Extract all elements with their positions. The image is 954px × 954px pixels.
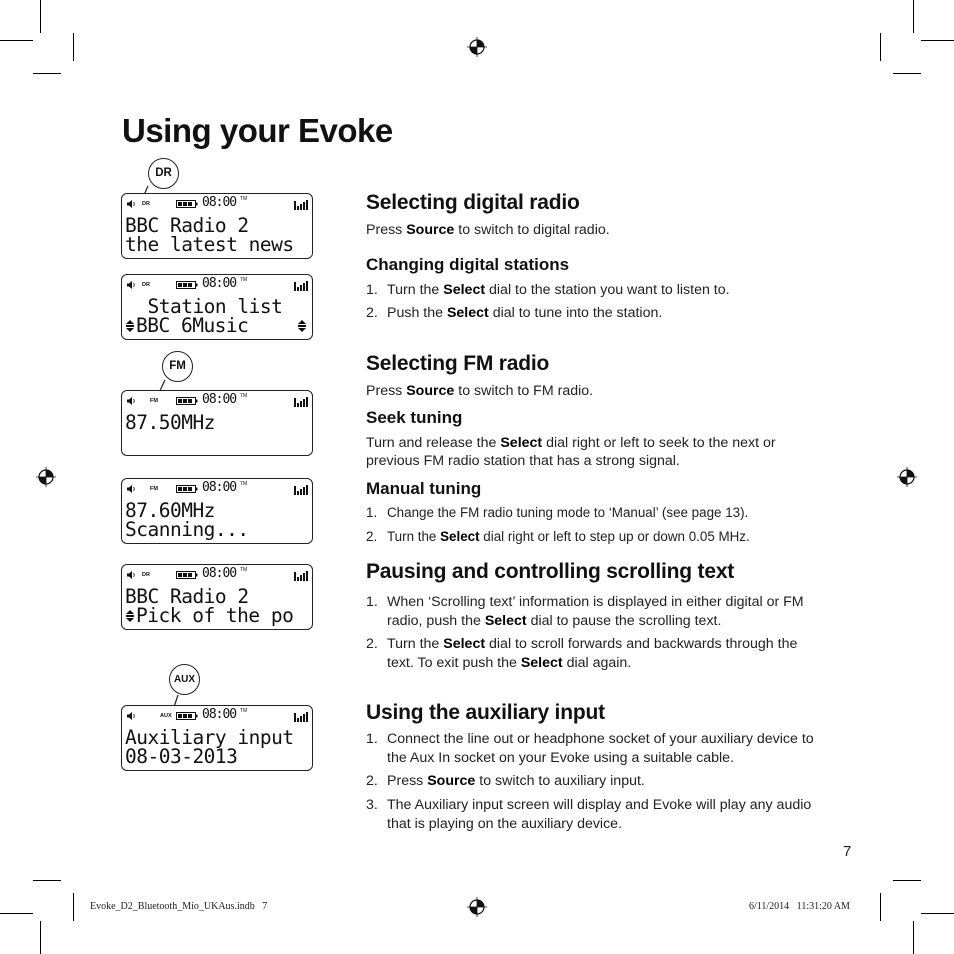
page-number: 7 bbox=[843, 843, 852, 860]
lcd-line-1: BBC Radio 2 bbox=[125, 585, 249, 608]
battery-icon bbox=[176, 200, 198, 208]
paragraph: Turn and release the Select dial right or left to seek to the next or bbox=[366, 435, 776, 451]
section-heading-digital: Selecting digital radio bbox=[366, 191, 580, 214]
clock: 08:00 bbox=[202, 276, 237, 291]
speaker-icon bbox=[126, 280, 136, 290]
source-indicator: FM bbox=[150, 486, 158, 492]
tm-mark: TM bbox=[240, 277, 248, 283]
tm-mark: TM bbox=[240, 393, 248, 399]
lcd-line-1: Auxiliary input bbox=[125, 726, 294, 749]
lcd-status-bar bbox=[122, 706, 312, 726]
speaker-icon bbox=[126, 570, 136, 580]
clock: 08:00 bbox=[202, 195, 237, 210]
aux-badge: AUX bbox=[169, 664, 200, 695]
source-indicator: DR bbox=[142, 282, 150, 288]
lcd-display bbox=[121, 274, 313, 340]
section-heading-scrolling: Pausing and controlling scrolling text bbox=[366, 560, 735, 583]
lcd-line-2: 08-03-2013 bbox=[125, 745, 238, 768]
section-heading-fm: Selecting FM radio bbox=[366, 352, 550, 375]
lcd-status-bar bbox=[122, 194, 312, 214]
clock: 08:00 bbox=[202, 480, 237, 495]
speaker-icon bbox=[126, 484, 136, 494]
footer-file-name: Evoke_D2_Bluetooth_Mio_UKAus.indb 7 bbox=[90, 901, 268, 912]
battery-icon bbox=[176, 397, 198, 405]
tm-mark: TM bbox=[240, 708, 248, 714]
lcd-status-bar bbox=[122, 391, 312, 411]
paragraph: Press Source to switch to FM radio. bbox=[366, 383, 594, 399]
paragraph: previous FM radio station that has a strong signal. bbox=[366, 453, 680, 469]
lcd-line-2: Pick of the po bbox=[136, 604, 294, 627]
tm-mark: TM bbox=[240, 567, 248, 573]
scroll-arrows-icon bbox=[125, 610, 135, 622]
signal-strength-icon bbox=[294, 569, 308, 581]
lcd-line-2: Scanning... bbox=[125, 518, 249, 541]
paragraph: Press Source to switch to digital radio. bbox=[366, 222, 610, 238]
scroll-arrows-icon bbox=[297, 320, 307, 332]
lcd-display bbox=[121, 193, 313, 259]
lcd-display bbox=[121, 390, 313, 456]
source-indicator: DR bbox=[142, 201, 150, 207]
lcd-line-2: BBC 6Music bbox=[136, 314, 249, 337]
lcd-status-bar bbox=[122, 479, 312, 499]
lcd-line-1: 87.50MHz bbox=[125, 411, 215, 434]
battery-icon bbox=[176, 281, 198, 289]
speaker-icon bbox=[126, 396, 136, 406]
lcd-display bbox=[121, 478, 313, 544]
footer-timestamp: 6/11/2014 11:31:20 AM bbox=[749, 901, 850, 912]
source-indicator: DR bbox=[142, 572, 150, 578]
clock: 08:00 bbox=[202, 566, 237, 581]
tm-mark: TM bbox=[240, 481, 248, 487]
lcd-display bbox=[121, 564, 313, 630]
lcd-line-1: Station list bbox=[125, 295, 283, 318]
lcd-display bbox=[121, 705, 313, 771]
signal-strength-icon bbox=[294, 710, 308, 722]
fm-badge: FM bbox=[162, 351, 193, 382]
lcd-line-1: BBC Radio 2 bbox=[125, 214, 249, 237]
source-indicator: AUX bbox=[160, 713, 172, 719]
scroll-arrows-icon bbox=[125, 320, 135, 332]
clock: 08:00 bbox=[202, 392, 237, 407]
lcd-line-2: the latest news bbox=[125, 233, 294, 256]
signal-strength-icon bbox=[294, 279, 308, 291]
speaker-icon bbox=[126, 199, 136, 209]
dr-badge: DR bbox=[148, 158, 179, 189]
sub-heading-changing-stations: Changing digital stations bbox=[366, 255, 570, 274]
signal-strength-icon bbox=[294, 198, 308, 210]
lcd-status-bar bbox=[122, 275, 312, 295]
battery-icon bbox=[176, 571, 198, 579]
signal-strength-icon bbox=[294, 483, 308, 495]
sub-heading-seek-tuning: Seek tuning bbox=[366, 408, 463, 427]
battery-icon bbox=[176, 712, 198, 720]
section-heading-aux: Using the auxiliary input bbox=[366, 701, 605, 724]
sub-heading-manual-tuning: Manual tuning bbox=[366, 479, 482, 498]
lcd-line-1: 87.60MHz bbox=[125, 499, 215, 522]
signal-strength-icon bbox=[294, 395, 308, 407]
clock: 08:00 bbox=[202, 707, 237, 722]
battery-icon bbox=[176, 485, 198, 493]
speaker-icon bbox=[126, 711, 136, 721]
lcd-status-bar bbox=[122, 565, 312, 585]
tm-mark: TM bbox=[240, 196, 248, 202]
source-indicator: FM bbox=[150, 398, 158, 404]
page-title: Using your Evoke bbox=[122, 112, 393, 149]
